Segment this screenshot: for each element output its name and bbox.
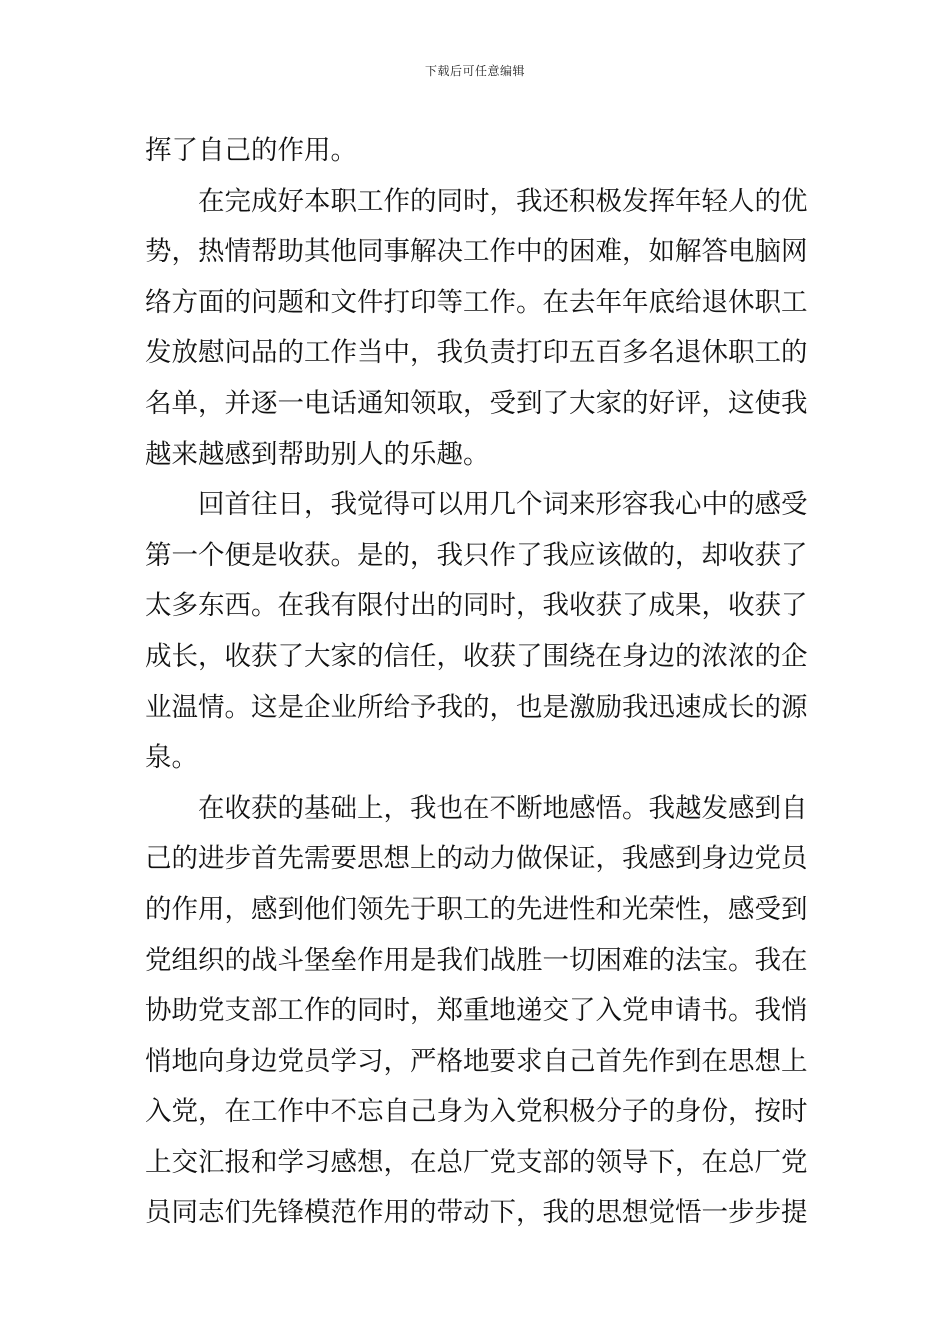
text-line: 党组织的战斗堡垒作用是我们战胜一切困难的法宝。我在 [145, 944, 808, 976]
text-line: 协助党支部工作的同时，郑重地递交了入党申请书。我悄 [145, 995, 808, 1027]
text-line: 上交汇报和学习感想，在总厂党支部的领导下，在总厂党 [145, 1146, 808, 1178]
text-line: 泉。 [145, 742, 198, 774]
text-line: 势，热情帮助其他同事解决工作中的困难，如解答电脑网 [145, 236, 808, 268]
text-line: 悄地向身边党员学习，严格地要求自己首先作到在思想上 [145, 1045, 808, 1077]
paragraph [145, 784, 807, 1239]
paragraph [145, 480, 807, 784]
text-line: 发放慰问品的工作当中，我负责打印五百多名退休职工的 [145, 337, 808, 369]
text-line: 挥了自己的作用。 [145, 135, 357, 166]
text-line: 络方面的问题和文件打印等工作。在去年年底给退休职工 [145, 286, 808, 318]
text-line: 业温情。这是企业所给予我的，也是激励我迅速成长的源 [145, 691, 808, 723]
text-line: 在完成好本职工作的同时，我还积极发挥年轻人的优 [145, 185, 808, 217]
text-line: 太多东西。在我有限付出的同时，我收获了成果，收获了 [145, 590, 808, 622]
text-line: 名单，并逐一电话通知领取，受到了大家的好评，这使我 [145, 387, 808, 419]
text-line: 入党，在工作中不忘自己身为入党积极分子的身份，按时 [145, 1096, 808, 1128]
paragraph [145, 126, 807, 177]
text-line: 在收获的基础上，我也在不断地感悟。我越发感到自 [145, 792, 808, 824]
text-line: 回首往日，我觉得可以用几个词来形容我心中的感受 [145, 489, 808, 521]
text-line: 第一个便是收获。是的，我只作了我应该做的，却收获了 [145, 539, 808, 571]
page-header: 下载后可任意编辑 [424, 64, 525, 78]
text-line: 成长，收获了大家的信任，收获了围绕在身边的浓浓的企 [145, 640, 808, 672]
text-line: 的作用，感到他们领先于职工的先进性和光荣性，感受到 [145, 893, 808, 925]
text-line: 越来越感到帮助别人的乐趣。 [145, 438, 490, 470]
paragraph [145, 177, 807, 481]
text-line: 员同志们先锋模范作用的带动下，我的思想觉悟一步步提 [145, 1197, 808, 1229]
text-line: 己的进步首先需要思想上的动力做保证，我感到身边党员 [145, 843, 808, 875]
body-text [145, 126, 807, 1239]
